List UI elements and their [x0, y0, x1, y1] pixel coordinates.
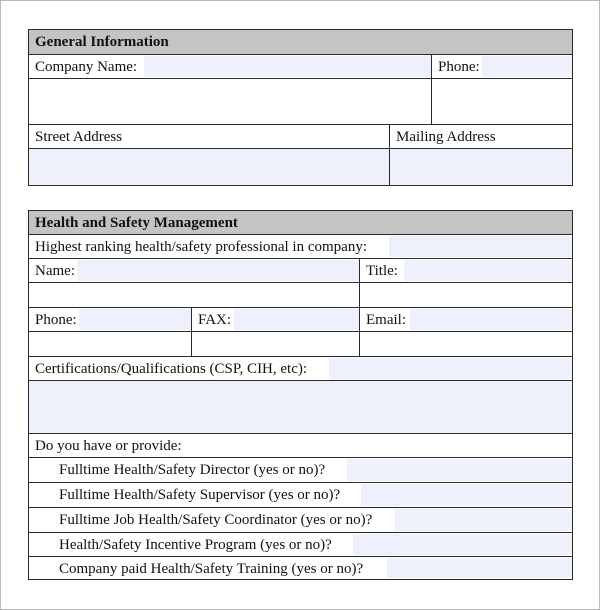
question-row	[29, 557, 572, 579]
certifications-input[interactable]	[29, 381, 572, 434]
company-name-label: Company Name:	[35, 59, 138, 75]
company-phone-label-row	[29, 55, 572, 79]
question-label: Fulltime Health/Safety Supervisor (yes or no)?	[59, 487, 341, 503]
general-information-section	[28, 29, 573, 186]
hs-fax-label: FAX:	[198, 312, 232, 328]
mailing-address-cell	[389, 125, 572, 148]
section-heading	[29, 211, 572, 235]
hs-phone-input[interactable]	[79, 309, 191, 330]
hs-fax-input[interactable]	[234, 309, 359, 330]
hs-title-input[interactable]	[404, 260, 572, 281]
question-answer-input[interactable]	[395, 509, 572, 531]
hs-email-label: Email:	[366, 312, 406, 328]
mailing-address-input[interactable]	[389, 149, 572, 185]
name-title-label-row	[29, 259, 572, 283]
hs-fax-entry[interactable]	[191, 332, 359, 356]
street-address-label: Street Address	[35, 129, 123, 145]
question-answer-input[interactable]	[347, 459, 572, 481]
company-phone-entry-row	[29, 79, 572, 125]
street-address-cell	[29, 125, 389, 148]
question-cell	[29, 557, 572, 579]
hs-email-entry[interactable]	[359, 332, 572, 356]
question-answer-input[interactable]	[361, 484, 572, 506]
question-cell	[29, 483, 572, 507]
company-name-input[interactable]	[144, 56, 431, 77]
name-title-entry-row	[29, 283, 572, 308]
company-phone-input[interactable]	[482, 56, 572, 77]
question-label: Company paid Health/Safety Training (yes or no)?	[59, 561, 364, 577]
hs-title-entry[interactable]	[359, 283, 572, 307]
question-row	[29, 508, 572, 533]
do-you-provide-row	[29, 434, 572, 458]
company-phone-label: Phone:	[438, 59, 480, 75]
question-label: Health/Safety Incentive Program (yes or no)?	[59, 537, 332, 553]
hs-email-cell	[359, 308, 572, 331]
hs-phone-cell	[29, 308, 191, 331]
hs-name-input[interactable]	[77, 260, 359, 281]
certifications-label: Certifications/Qualifications (CSP, CIH, etc):	[35, 361, 308, 377]
certifications-cell	[29, 357, 572, 380]
do-you-provide-cell	[29, 434, 572, 457]
do-you-provide-label: Do you have or provide:	[35, 438, 182, 454]
company-phone-entry[interactable]	[431, 79, 572, 124]
question-label: Fulltime Health/Safety Director (yes or no)?	[59, 462, 326, 478]
question-row	[29, 458, 572, 483]
highest-ranking-cell	[29, 235, 572, 258]
question-row	[29, 533, 572, 557]
question-answer-input[interactable]	[387, 558, 572, 578]
name-cell	[29, 259, 359, 282]
health-safety-heading: Health and Safety Management	[35, 215, 238, 231]
mailing-address-label: Mailing Address	[396, 129, 496, 145]
hs-name-label: Name:	[35, 263, 75, 279]
question-cell	[29, 508, 572, 532]
question-answer-input[interactable]	[353, 534, 572, 555]
health-safety-section	[28, 210, 573, 580]
hs-title-label: Title:	[366, 263, 398, 279]
question-cell	[29, 533, 572, 556]
highest-ranking-input[interactable]	[389, 236, 572, 257]
certifications-inline-input[interactable]	[329, 358, 572, 379]
contact-entry-row	[29, 332, 572, 357]
question-row	[29, 483, 572, 508]
contact-label-row	[29, 308, 572, 332]
question-label: Fulltime Job Health/Safety Coordinator (yes or no)?	[59, 512, 373, 528]
question-cell	[29, 458, 572, 482]
hs-phone-entry[interactable]	[29, 332, 191, 356]
highest-ranking-label: Highest ranking health/safety professional in company:	[35, 239, 367, 255]
highest-ranking-row	[29, 235, 572, 259]
address-entry-row	[29, 149, 572, 185]
company-name-cell	[29, 55, 431, 78]
phone-cell	[431, 55, 572, 78]
hs-name-entry[interactable]	[29, 283, 359, 307]
hs-phone-label: Phone:	[35, 312, 77, 328]
company-name-entry[interactable]	[29, 79, 431, 124]
hs-fax-cell	[191, 308, 359, 331]
certifications-label-row	[29, 357, 572, 381]
address-label-row	[29, 125, 572, 149]
street-address-input[interactable]	[29, 149, 389, 185]
title-cell	[359, 259, 572, 282]
general-information-heading: General Information	[35, 34, 169, 50]
section-heading	[29, 30, 572, 55]
hs-email-input[interactable]	[410, 309, 572, 330]
